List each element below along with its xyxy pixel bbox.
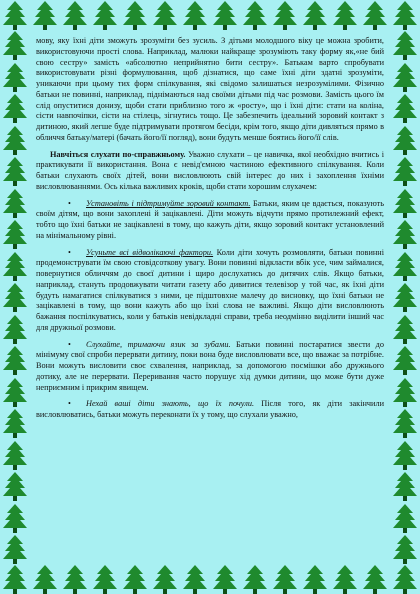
paragraph: мову, яку їхні діти зможуть зрозуміти без зусиль. З дітьми молодшого віку це можна зробити, використовуючи прості слова. Наприклад, малюки найкраще зрозуміють таку форму як,«не бий свою сестру» замість «абсолютно неприйнятно бити сестру». Батькам варто спробувати використовувати різні формулювання, щоб дізнатися, що саме їхні діти здатні зрозуміти, уникаючи при цьому тих форм спілкування, які свідомо залишаться незрозумілими. Фізично батьки не повинні, наприклад, піднімаються над своїми дітьми під час розмови. Замість цього їм слід опуститися донизу, щоби стати приблизно того ж «росту», що і їхні діти: стати на коліна, сісти навпочіпки, сісти на стілець, зігнутись тощо. Це забезпечить ідеальний зоровий контакт з дитиною, який легше буде підтримувати протягом бесіди, крім того, якщо діти дивляться прямо в обличчя батьку/матері (бачать його/її погляд), вони будуть менше боятись його/її слів. bbox=[36, 36, 384, 142]
fir-tree-icon bbox=[390, 251, 420, 281]
fir-tree-icon bbox=[390, 440, 420, 470]
fir-tree-icon bbox=[210, 0, 240, 30]
fir-tree-icon bbox=[0, 564, 30, 594]
fir-tree-icon bbox=[390, 0, 420, 30]
fir-tree-icon bbox=[0, 188, 30, 218]
list-item-text: Після того, як діти закінчили висловлюватись, батьки можуть переконати їх у тому, що слухали уважно, bbox=[36, 399, 384, 419]
fir-tree-icon bbox=[330, 0, 360, 30]
fir-tree-icon bbox=[0, 377, 30, 407]
bullet-icon bbox=[50, 199, 86, 210]
fir-tree-icon bbox=[240, 0, 270, 30]
list-item bbox=[36, 399, 384, 421]
fir-tree-icon bbox=[360, 0, 390, 30]
list-item-heading: Нехай ваші діти знають, що їх почули. bbox=[86, 399, 255, 409]
fir-tree-icon bbox=[390, 408, 420, 438]
fir-tree-icon bbox=[390, 534, 420, 564]
fir-tree-icon bbox=[390, 30, 420, 60]
list-item-text: Коли діти хочуть розмовляти, батьки повинні продемонструвати їм свою стовідсоткову увагу. Вони повинні відкласти вбік усе, чим займалися, повернутися обличчям до своєї дитини і щиро дослухатись до дитячих слів. Якщо батьки, наприклад, стануть продовжувати читати газету або дивитися телевізор у той час, як їхні діти будуть намагатися спілкуватися з ними, це підштовхне малечу до висновку, що їхні батьки не зацікавлені в тому, що вони кажуть або що їхні слова не важливі. Якщо діти висловлюють бажання поспілкуватись, коли у батьків невідкладні справи, треба неодмінно виділити інший час для дружньої розмови. bbox=[36, 247, 384, 332]
fir-tree-icon bbox=[390, 219, 420, 249]
list-item-heading: Усуньте всі відволікаючі фактори. bbox=[86, 247, 214, 257]
fir-tree-icon bbox=[390, 62, 420, 92]
fir-tree-icon bbox=[0, 440, 30, 470]
tree-border-column bbox=[0, 30, 30, 564]
fir-tree-icon bbox=[0, 314, 30, 344]
fir-tree-icon bbox=[0, 471, 30, 501]
list-item-heading: Слухайте, тримаючи язик за зубами. bbox=[86, 339, 231, 349]
fir-tree-icon bbox=[390, 377, 420, 407]
document-body bbox=[36, 36, 384, 580]
fir-tree-icon bbox=[0, 62, 30, 92]
fir-tree-icon bbox=[390, 156, 420, 186]
list-item-text: Батьки повинні постаратися звести до мінімуму свої спроби перервати дитину, поки вона буде висловлювати все, що вважає за потрібне. Вони можуть висловити своє схвалення, наприклад, за допомогою посмішки або дружнього дотику, але не перервати. Переривання часто порушує хід думки дитини, що може бути дуже неприємним і прикрим явищем. bbox=[36, 339, 384, 392]
list-item bbox=[36, 340, 384, 394]
bullet-icon bbox=[50, 399, 86, 410]
fir-tree-icon bbox=[0, 219, 30, 249]
fir-tree-icon bbox=[300, 0, 330, 30]
list-item-heading: Установіть і підтримуйте зоровий контакт. bbox=[86, 198, 251, 208]
list-item bbox=[36, 199, 384, 242]
list-item-text: Батьки, яким це вдається, показують своїм дітям, що вони захоплені й зацікавлені. Діти можуть відчути прямо протилежний ефект, тобто що їхні батьки не зацікавлені в тому, що кажуть діти, якщо зоровий контакт установлений на мінімальному рівні. bbox=[36, 198, 384, 240]
fir-tree-icon bbox=[390, 188, 420, 218]
section-title: Навчіться слухати по-справжньому. bbox=[50, 149, 186, 159]
fir-tree-icon bbox=[390, 503, 420, 533]
fir-tree-icon bbox=[150, 0, 180, 30]
fir-tree-icon bbox=[0, 93, 30, 123]
bullet-icon bbox=[50, 248, 86, 259]
bullet-icon bbox=[50, 340, 86, 351]
fir-tree-icon bbox=[120, 0, 150, 30]
fir-tree-icon bbox=[90, 0, 120, 30]
tree-border-row bbox=[0, 0, 420, 30]
fir-tree-icon bbox=[0, 408, 30, 438]
fir-tree-icon bbox=[0, 345, 30, 375]
section-intro: Уважно слухати – це навичка, якої необхідно вчитись і практикувати її використання. Вона є невід'ємною частиною ефективного спілкування. Коли батьки слухають своїх дітей, вони висловлюють свій інтерес до них і захоплення їхніми висловлюваннями. Ось кілька важливих кроків, щоби стати хорошим слухачем: bbox=[36, 149, 384, 191]
fir-tree-icon bbox=[0, 30, 30, 60]
list-item bbox=[36, 248, 384, 334]
fir-tree-icon bbox=[390, 93, 420, 123]
fir-tree-icon bbox=[0, 0, 30, 30]
fir-tree-icon bbox=[390, 471, 420, 501]
section-paragraph bbox=[36, 150, 384, 193]
tree-border-column bbox=[390, 30, 420, 564]
fir-tree-icon bbox=[390, 282, 420, 312]
fir-tree-icon bbox=[390, 564, 420, 594]
fir-tree-icon bbox=[390, 125, 420, 155]
fir-tree-icon bbox=[390, 345, 420, 375]
fir-tree-icon bbox=[0, 156, 30, 186]
fir-tree-icon bbox=[30, 0, 60, 30]
fir-tree-icon bbox=[0, 534, 30, 564]
fir-tree-icon bbox=[270, 0, 300, 30]
fir-tree-icon bbox=[0, 125, 30, 155]
fir-tree-icon bbox=[0, 503, 30, 533]
fir-tree-icon bbox=[0, 251, 30, 281]
fir-tree-icon bbox=[0, 282, 30, 312]
fir-tree-icon bbox=[60, 0, 90, 30]
fir-tree-icon bbox=[390, 314, 420, 344]
fir-tree-icon bbox=[180, 0, 210, 30]
